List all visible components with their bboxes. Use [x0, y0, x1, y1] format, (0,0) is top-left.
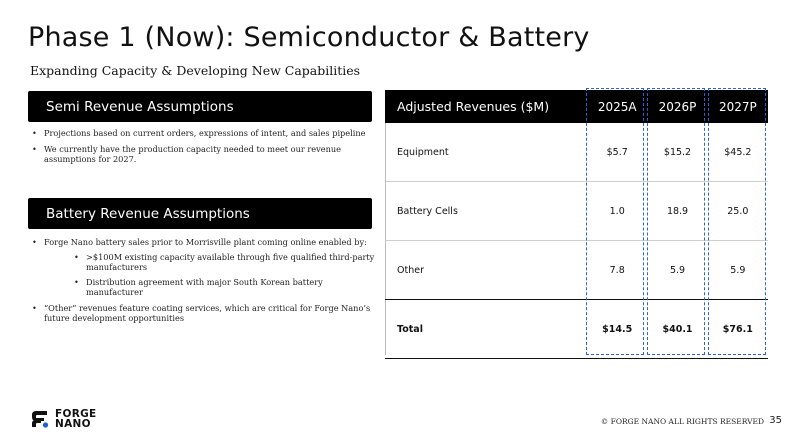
cell-value: $40.1 [647, 300, 707, 359]
table-total-row [385, 300, 768, 359]
battery-sub-list [44, 252, 375, 298]
cell-value: $45.2 [708, 123, 768, 182]
table-row [385, 241, 768, 300]
revenue-table [385, 90, 768, 359]
cell-value: $5.7 [587, 123, 647, 182]
cell-value: 25.0 [708, 182, 768, 241]
header-2027p: 2027P [708, 90, 768, 123]
list-item: • We currently have the production capacity needed to meet our revenue assumptions for 2027. [30, 144, 375, 165]
header-2026p: 2026P [647, 90, 707, 123]
list-item: • Projections based on current orders, expressions of intent, and sales pipeline [30, 128, 375, 139]
battery-revenue-heading-label: Battery Revenue Assumptions [46, 205, 250, 222]
row-label: Battery Cells [385, 182, 587, 241]
page-subtitle: Expanding Capacity & Developing New Capabilities [30, 63, 361, 78]
cell-value: 18.9 [647, 182, 707, 241]
battery-assumptions-list [30, 237, 375, 329]
semi-revenue-heading [28, 91, 372, 122]
cell-value: 7.8 [587, 241, 647, 300]
cell-value: 1.0 [587, 182, 647, 241]
semi-revenue-heading-label: Semi Revenue Assumptions [46, 98, 234, 115]
semi-assumptions-list [30, 128, 375, 170]
cell-value: $14.5 [587, 300, 647, 359]
header-label: Adjusted Revenues ($M) [385, 90, 587, 123]
copyright-notice: © FORGE NANO ALL RIGHTS RESERVED [600, 417, 764, 426]
page-title: Phase 1 (Now): Semiconductor & Battery [28, 22, 590, 53]
row-label: Total [385, 300, 587, 359]
logo-line-1: FORGE [55, 407, 97, 420]
sub-list-item: • >$100M existing capacity available through five qualified third-party manufacturers [44, 252, 375, 273]
page-number: 35 [769, 415, 782, 426]
table-row [385, 123, 768, 182]
list-item-text: Forge Nano battery sales prior to Morrisville plant coming online enabled by: [44, 237, 367, 247]
revenue-table-container [385, 90, 768, 359]
row-label: Other [385, 241, 587, 300]
sub-list-item: • Distribution agreement with major South Korean battery manufacturer [44, 277, 375, 298]
cell-value: $15.2 [647, 123, 707, 182]
table-header-row [385, 90, 768, 123]
list-item [30, 237, 375, 298]
row-label: Equipment [385, 123, 587, 182]
logo-wordmark [55, 409, 96, 430]
cell-value: $76.1 [708, 300, 768, 359]
logo-line-2: NANO [55, 418, 91, 430]
forge-nano-logo [28, 408, 96, 430]
cell-value: 5.9 [708, 241, 768, 300]
list-item: • “Other” revenues feature coating services, which are critical for Forge Nano’s future development opportunities [30, 303, 375, 324]
battery-revenue-heading [28, 198, 372, 229]
forge-nano-logo-icon [28, 408, 50, 430]
cell-value: 5.9 [647, 241, 707, 300]
header-2025a: 2025A [587, 90, 647, 123]
table-row [385, 182, 768, 241]
